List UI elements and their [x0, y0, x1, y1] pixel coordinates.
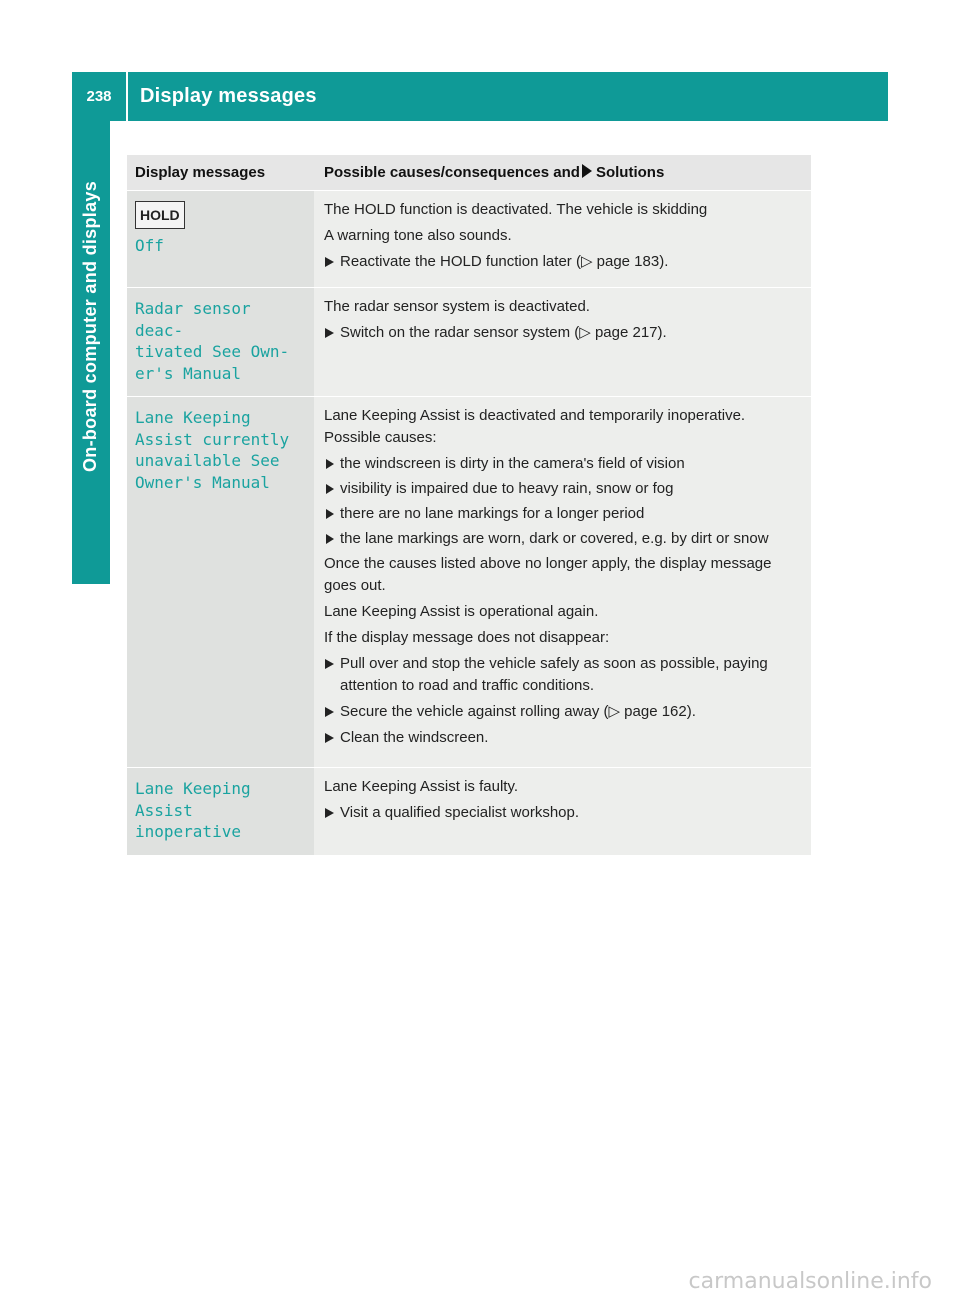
solution-step: Reactivate the HOLD function later (▷ page 183).	[324, 251, 805, 273]
message-cell	[127, 191, 314, 288]
page-header	[72, 72, 888, 121]
table-row	[127, 397, 811, 768]
cause-text: Lane Keeping Assist is operational again.	[324, 603, 599, 620]
solution-step: Visit a qualified specialist workshop.	[324, 802, 805, 824]
display-message: Lane Keeping Assist currently unavailable See Owner's Manual	[135, 408, 290, 492]
solution-step: Secure the vehicle against rolling away (▷ page 162).	[324, 701, 805, 723]
solution-step: Clean the windscreen.	[324, 727, 805, 749]
table-row	[127, 288, 811, 397]
cause-text: The radar sensor system is deactivated.	[324, 298, 590, 315]
solution-cell	[314, 191, 811, 288]
col-header-causes	[314, 155, 811, 191]
arrow-icon	[582, 164, 592, 178]
cause-text: Lane Keeping Assist is faulty.	[324, 778, 519, 795]
display-message: Lane Keeping Assist inoperative	[135, 779, 251, 841]
cause-text: Once the causes listed above no longer apply, the display message goes out.	[324, 555, 772, 594]
display-message: Off	[135, 236, 164, 255]
hold-icon: HOLD	[135, 201, 185, 229]
side-tab-label: On-board computer and displays	[80, 180, 101, 472]
display-message: Radar sensor deac‐ tivated See Own‐ er's Manual	[135, 299, 290, 383]
solution-cell	[314, 768, 811, 855]
cause-bullet: the windscreen is dirty in the camera's field of vision	[324, 453, 805, 475]
cause-text: A warning tone also sounds.	[324, 227, 512, 244]
page-number: 238	[72, 72, 128, 121]
watermark: carmanualsonline.info	[688, 1269, 932, 1294]
cause-text: If the display message does not disappear:	[324, 629, 610, 646]
side-tab-label-wrap	[72, 121, 110, 531]
solution-step: Pull over and stop the vehicle safely as soon as possible, paying attention to road and traffic conditions.	[324, 653, 805, 697]
message-cell	[127, 288, 314, 397]
col-header-solutions-text: Solutions	[595, 164, 665, 181]
message-cell	[127, 768, 314, 855]
table-row	[127, 768, 811, 855]
display-messages-table	[127, 155, 811, 855]
cause-bullet: the lane markings are worn, dark or covered, e.g. by dirt or snow	[324, 528, 805, 550]
solution-cell	[314, 288, 811, 397]
col-header-display-messages: Display messages	[127, 155, 314, 191]
table-row	[127, 191, 811, 288]
cause-bullet: there are no lane markings for a longer period	[324, 503, 805, 525]
col-header-causes-text: Possible causes/consequences and	[324, 164, 580, 181]
message-cell	[127, 397, 314, 768]
cause-text: Lane Keeping Assist is deactivated and temporarily inoperative. Possible causes:	[324, 407, 746, 446]
cause-bullet: visibility is impaired due to heavy rain, snow or fog	[324, 478, 805, 500]
page-title: Display messages	[140, 85, 317, 107]
solution-step: Switch on the radar sensor system (▷ page 217).	[324, 322, 805, 344]
cause-text: The HOLD function is deactivated. The vehicle is skidding	[324, 201, 708, 218]
solution-cell	[314, 397, 811, 768]
